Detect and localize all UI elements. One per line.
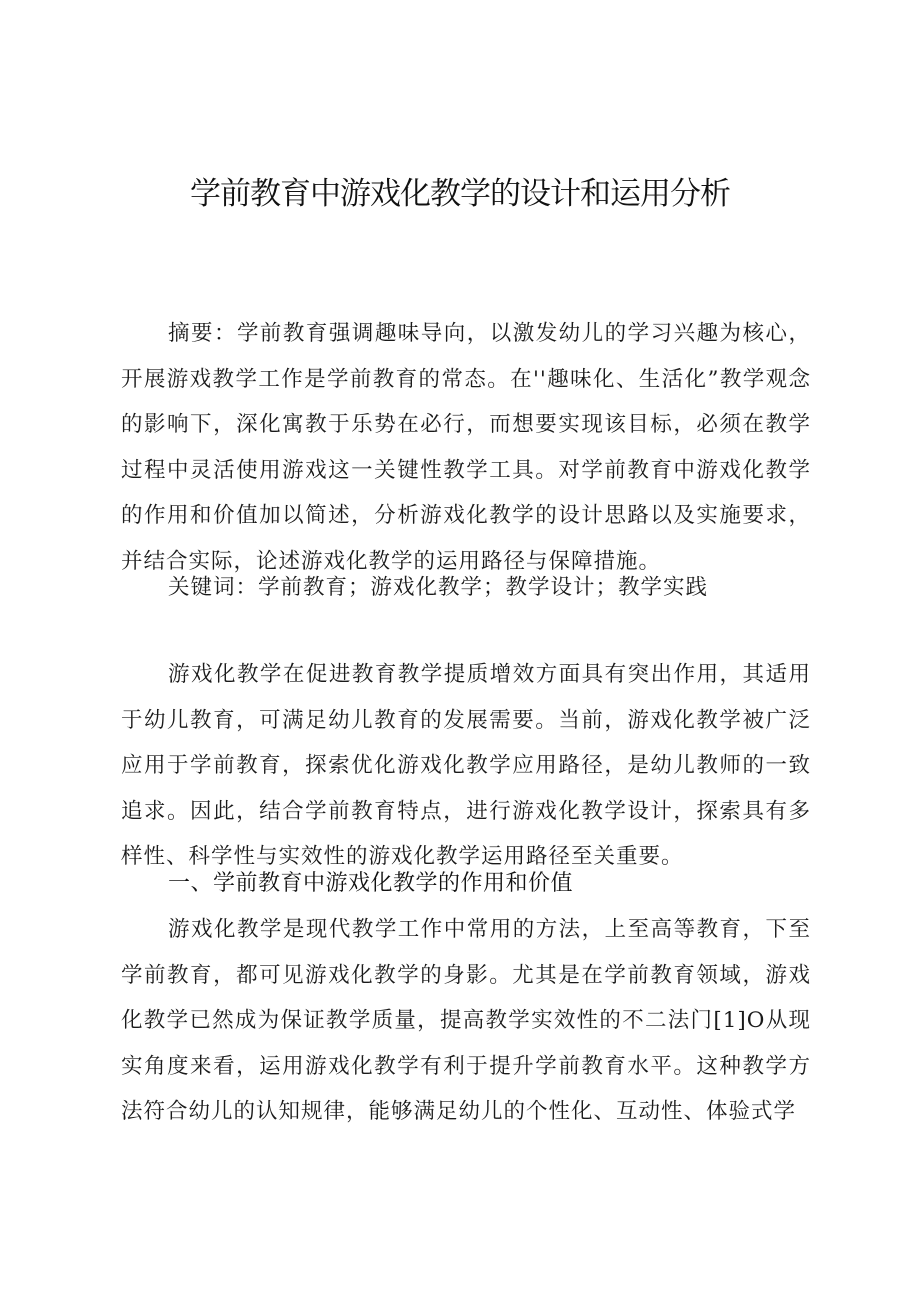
- section-body-paragraph: 游戏化教学是现代教学工作中常用的方法，上至高等教育，下至学前教育，都可见游戏化教学的身影。尤其是在学前教育领域，游戏化教学已然成为保证教学质量，提高教学实效性的不二法门[1]O从现实角度来看，运用游戏化教学有利于提升学前教育水平。这种教学方法符合幼儿的认知规律，能够满足幼儿的个性化、互动性、体验式学: [121, 917, 811, 1124]
- abstract-paragraph: 摘要：学前教育强调趣味导向，以激发幼儿的学习兴趣为核心，开展游戏教学工作是学前教育的常态。在''趣味化、生活化”教学观念的影响下，深化寓教于乐势在必行，而想要实现该目标，必须在教学过程中灵活使用游戏这一关键性教学工具。对学前教育中游戏化教学的作用和价值加以简述，分析游戏化教学的设计思路以及实施要求，并结合实际，论述游戏化教学的运用路径与保障措施。: [121, 321, 811, 574]
- paper-title: 学前教育中游戏化教学的设计和运用分析: [190, 176, 730, 212]
- intro-paragraph: 游戏化教学在促进教育教学提质增效方面具有突出作用，其适用于幼儿教育，可满足幼儿教育的发展需要。当前，游戏化教学被广泛应用于学前教育，探索优化游戏化教学应用路径，是幼儿教师的一致追求。因此，结合学前教育特点，进行游戏化教学设计，探索具有多样性、科学性与实效性的游戏化教学运用路径至关重要。: [121, 662, 811, 869]
- keywords-line: 关键词：学前教育；游戏化教学；教学设计；教学实践: [168, 575, 709, 600]
- section-heading: 一、学前教育中游戏化教学的作用和价值: [168, 871, 574, 896]
